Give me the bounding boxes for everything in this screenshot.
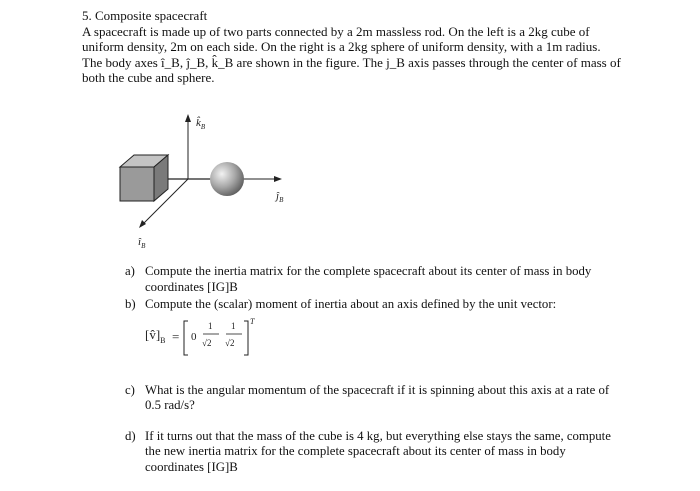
- part-c: [125, 383, 625, 414]
- problem-statement: A spacecraft is made up of two parts connected by a 2m massless rod. On the left is a 2kg cube of uniform density, 2m on each side. On the right is a 2kg sphere of uniform density, with a 1m radius. The body axes î_B, ĵ_B, k̂_B are shown in the figure. The j_B axis passes through the center of mass of both the cube and sphere.: [82, 23, 621, 86]
- part-c-text: What is the angular momentum of the spacecraft if it is spinning about this axis at a rate of 0.5 rad/s?: [145, 382, 610, 412]
- left-bracket: [184, 321, 188, 355]
- i-axis-arrowhead: [139, 220, 146, 228]
- question-parts: [125, 264, 625, 475]
- unit-vector-equation: [145, 315, 625, 361]
- part-d-label: d): [125, 428, 136, 443]
- cube-front-face: [120, 167, 154, 201]
- part-c-label: c): [125, 382, 135, 397]
- fraction-2-numerator: 1: [231, 320, 236, 331]
- problem-header: [82, 8, 622, 86]
- vector-entry-0: 0: [191, 330, 197, 343]
- fraction-1-denominator: √2: [202, 337, 212, 348]
- part-a: [125, 264, 625, 295]
- j-axis-arrowhead: [274, 176, 282, 182]
- part-b: [125, 297, 625, 313]
- part-d-text: If it turns out that the mass of the cube is 4 kg, but everything else stays the same, compute the new inertia matrix for the complete spacecraft about its center of mass in body coordinates [IG]B: [145, 428, 611, 474]
- right-bracket: [244, 321, 248, 355]
- sphere: [210, 162, 244, 196]
- fraction-2-denominator: √2: [225, 337, 235, 348]
- fraction-1-numerator: 1: [208, 320, 213, 331]
- part-a-label: a): [125, 264, 135, 278]
- transpose-mark: T: [250, 316, 255, 326]
- unit-vector-svg: [145, 315, 285, 361]
- vector-lhs: $[v̂]_B$: [145, 326, 166, 345]
- spacecraft-diagram: [110, 113, 330, 253]
- j-axis-label: $ĵ_B$: [276, 190, 284, 204]
- spacecraft-figure: [110, 113, 330, 253]
- part-b-text: Compute the (scalar) moment of inertia about an axis defined by the unit vector:: [145, 297, 557, 311]
- part-d: [125, 429, 625, 476]
- i-axis-label: $î_B$: [138, 236, 146, 250]
- problem-title: 5. Composite spacecraft: [82, 8, 208, 23]
- part-a-text: Compute the inertia matrix for the complete spacecraft about its center of mass in body coordinates [IG]B: [145, 264, 592, 294]
- k-axis-arrowhead: [185, 114, 191, 122]
- part-b-label: b): [125, 297, 136, 311]
- k-axis-label: $k̂_B$: [196, 117, 206, 131]
- vector-equals: =: [172, 328, 180, 344]
